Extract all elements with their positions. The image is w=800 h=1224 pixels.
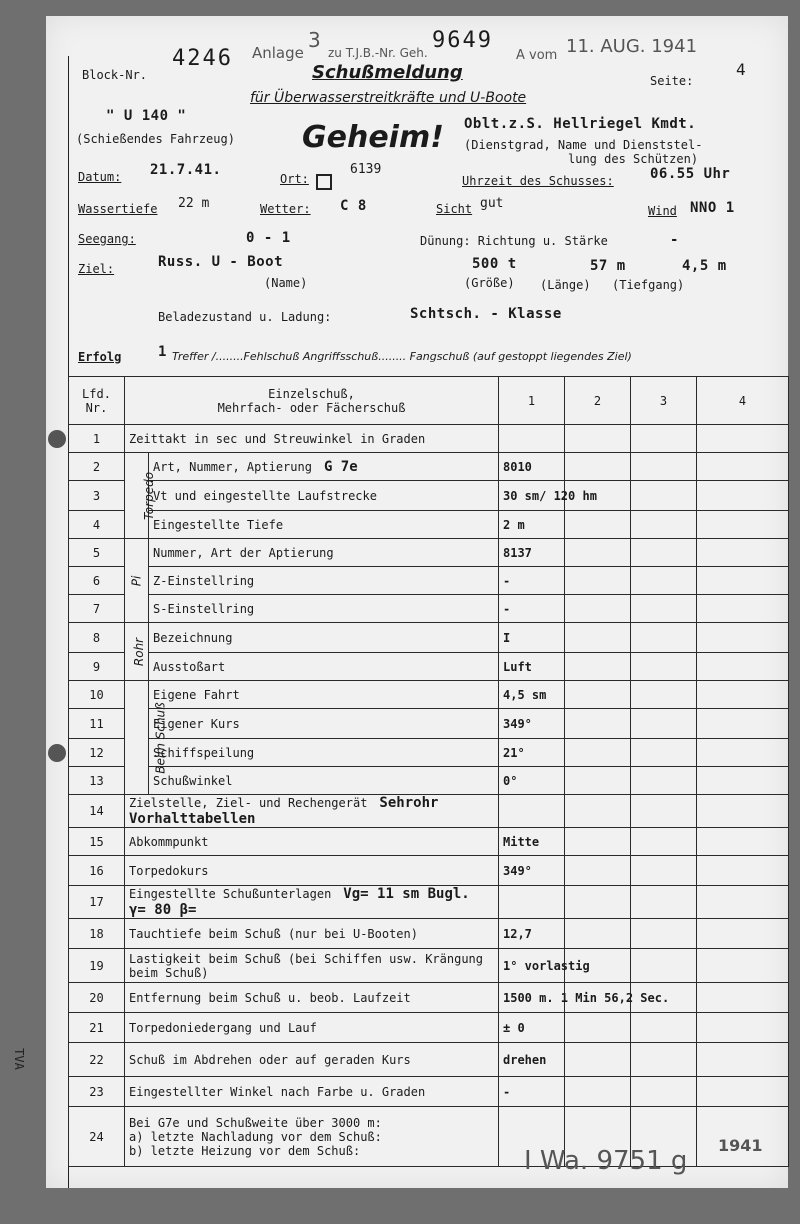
shot-1-value: Mitte bbox=[499, 828, 565, 856]
shot-3-value bbox=[631, 949, 697, 983]
anlage-label: Anlage bbox=[252, 44, 304, 62]
row-desc-text: Torpedokurs bbox=[129, 863, 209, 878]
row-description bbox=[125, 795, 499, 828]
margin-note: TVA bbox=[11, 1048, 26, 1070]
shot-2-value bbox=[565, 453, 631, 481]
shot-4-value bbox=[697, 453, 789, 481]
ziel-name: Russ. U - Boot bbox=[158, 254, 284, 270]
header-desc bbox=[125, 377, 499, 425]
ort-grid-box-icon bbox=[316, 174, 332, 190]
row-number: 13 bbox=[69, 767, 125, 795]
row-number: 6 bbox=[69, 567, 125, 595]
shot-1-value bbox=[499, 425, 565, 453]
shot-4-value bbox=[697, 919, 789, 949]
shot-2-value bbox=[565, 623, 631, 653]
time-value: 06.55 Uhr bbox=[650, 166, 731, 182]
table-row bbox=[69, 1013, 789, 1043]
table-row bbox=[69, 511, 789, 539]
shot-1-value: 349° bbox=[499, 856, 565, 886]
row-description bbox=[149, 567, 499, 595]
shot-3-value bbox=[631, 919, 697, 949]
row-number: 22 bbox=[69, 1043, 125, 1077]
row-desc-text: Torpedoniedergang und Lauf bbox=[129, 1020, 317, 1035]
row-number: 8 bbox=[69, 623, 125, 653]
shot-4-value bbox=[697, 767, 789, 795]
row-number: 5 bbox=[69, 539, 125, 567]
tiefgang-label: (Tiefgang) bbox=[612, 278, 685, 292]
table-row bbox=[69, 949, 789, 983]
shot-1-value: Luft bbox=[499, 653, 565, 681]
form-title: Schußmeldung bbox=[312, 62, 463, 83]
row-number: 11 bbox=[69, 709, 125, 739]
table-row bbox=[69, 653, 789, 681]
row-desc-text: Nummer, Art der Aptierung bbox=[153, 545, 334, 560]
ref-label: zu T.J.B.-Nr. Geh. bbox=[328, 46, 428, 60]
shot-1-value: 1500 m. 1 Min 56,2 Sec. bbox=[499, 983, 565, 1013]
row-number: 10 bbox=[69, 681, 125, 709]
shot-4-value bbox=[697, 623, 789, 653]
row-desc-text: Schuß im Abdrehen oder auf geraden Kurs bbox=[129, 1052, 411, 1067]
shot-2-value bbox=[565, 653, 631, 681]
row-number: 3 bbox=[69, 481, 125, 511]
row-description bbox=[125, 1013, 499, 1043]
shot-2-value bbox=[565, 795, 631, 828]
row-desc-text: Eingestellte Schußunterlagen bbox=[129, 887, 332, 901]
group-label: Beim Schuß bbox=[153, 701, 168, 774]
shot-1-value: 8137 bbox=[499, 539, 565, 567]
row-description bbox=[149, 511, 499, 539]
shot-2-value bbox=[565, 856, 631, 886]
table-row bbox=[69, 919, 789, 949]
sicht-value: gut bbox=[480, 196, 504, 211]
vessel-label: (Schießendes Fahrzeug) bbox=[76, 132, 235, 146]
shot-3-value bbox=[631, 709, 697, 739]
shot-4-value bbox=[697, 1077, 789, 1107]
sicht-label: Sicht bbox=[436, 202, 473, 216]
header-shot-3: 3 bbox=[631, 377, 697, 425]
row-number: 24 bbox=[69, 1107, 125, 1167]
shot-4-value bbox=[697, 653, 789, 681]
ref-number: 9649 bbox=[432, 28, 493, 53]
document-sheet bbox=[46, 16, 788, 1188]
ziel-laenge: 57 m bbox=[590, 258, 626, 274]
table-row bbox=[69, 767, 789, 795]
shot-2-value bbox=[565, 595, 631, 623]
block-number: 4246 bbox=[172, 46, 233, 71]
table-row bbox=[69, 481, 789, 511]
shot-1-value: ± 0 bbox=[499, 1013, 565, 1043]
name-label: (Name) bbox=[264, 276, 308, 290]
page-number: 4 bbox=[736, 60, 746, 79]
row-desc-line-b: b) letzte Heizung vor dem Schuß: bbox=[129, 1143, 361, 1158]
table-row bbox=[69, 828, 789, 856]
row-desc-text: Z-Einstellring bbox=[153, 573, 255, 588]
table-row bbox=[69, 623, 789, 653]
shot-3-value bbox=[631, 425, 697, 453]
shot-3-value bbox=[631, 1077, 697, 1107]
shot-3-value bbox=[631, 623, 697, 653]
row-description bbox=[125, 856, 499, 886]
row-extra: Sehrohr Vorhalttabellen bbox=[129, 795, 439, 827]
shot-1-value: 2 m bbox=[499, 511, 565, 539]
header-nr: Lfd. Nr. bbox=[69, 377, 125, 425]
wetter-value: C 8 bbox=[340, 198, 367, 214]
row-desc-text: Schiffspeilung bbox=[153, 745, 255, 760]
shot-2-value bbox=[565, 767, 631, 795]
shot-1-value bbox=[499, 795, 565, 828]
row-desc-text: Schußwinkel bbox=[153, 773, 233, 788]
header-shot-2: 2 bbox=[565, 377, 631, 425]
time-label: Uhrzeit des Schusses: bbox=[462, 174, 614, 188]
punch-hole-icon bbox=[48, 744, 66, 762]
table-row bbox=[69, 1077, 789, 1107]
row-number: 15 bbox=[69, 828, 125, 856]
shot-4-value bbox=[697, 681, 789, 709]
groesse-label: (Größe) bbox=[464, 276, 515, 290]
table-row bbox=[69, 425, 789, 453]
shot-4-value bbox=[697, 828, 789, 856]
shot-table bbox=[68, 376, 789, 1167]
shot-2-value bbox=[565, 1077, 631, 1107]
ziel-groesse: 500 t bbox=[472, 256, 517, 272]
shot-2-value bbox=[565, 425, 631, 453]
seegang-value: 0 - 1 bbox=[246, 230, 291, 246]
seegang-label: Seegang: bbox=[78, 232, 136, 246]
shot-4-value bbox=[697, 1043, 789, 1077]
row-description bbox=[149, 539, 499, 567]
shot-1-value: - bbox=[499, 1077, 565, 1107]
row-desc-text: Bezeichnung bbox=[153, 630, 233, 645]
shot-3-value bbox=[631, 767, 697, 795]
wassertiefe-label: Wassertiefe bbox=[78, 202, 158, 216]
group-label: Rohr bbox=[132, 637, 147, 666]
page-label: Seite: bbox=[650, 74, 694, 88]
secret-mark: Geheim! bbox=[302, 120, 444, 155]
wind-label: Wind bbox=[648, 204, 677, 218]
table-row bbox=[69, 681, 789, 709]
row-description bbox=[125, 1043, 499, 1077]
shot-4-value bbox=[697, 1013, 789, 1043]
shot-2-value bbox=[565, 539, 631, 567]
shot-4-value bbox=[697, 949, 789, 983]
row-desc-text: Bei G7e und Schußweite über 3000 m: bbox=[129, 1115, 382, 1130]
archive-year: 1941 bbox=[718, 1136, 763, 1155]
shot-4-value bbox=[697, 886, 789, 919]
shot-1-value: 1° vorlastig bbox=[499, 949, 565, 983]
header-desc-1: Einzelschuß, bbox=[268, 386, 355, 401]
table-row bbox=[69, 983, 789, 1013]
shot-3-value bbox=[631, 828, 697, 856]
date-prefix: A vom bbox=[516, 48, 558, 63]
row-desc-text: Lastigkeit beim Schuß (bei Schiffen usw. Krängung beim Schuß) bbox=[129, 951, 484, 980]
row-desc-text: Eingestellter Winkel nach Farbe u. Graden bbox=[129, 1084, 426, 1099]
row-number: 9 bbox=[69, 653, 125, 681]
group-rohr bbox=[125, 623, 149, 681]
group-torpedo bbox=[125, 453, 157, 539]
row-description bbox=[149, 595, 499, 623]
row-description bbox=[125, 919, 499, 949]
shot-2-value bbox=[565, 1013, 631, 1043]
row-description bbox=[149, 767, 499, 795]
ort-label: Ort: bbox=[280, 172, 309, 186]
shot-4-value bbox=[697, 983, 789, 1013]
shot-2-value bbox=[565, 828, 631, 856]
shot-1-value: - bbox=[499, 567, 565, 595]
beladezustand-label: Beladezustand u. Ladung: bbox=[158, 310, 332, 324]
row-description bbox=[125, 828, 499, 856]
row-description bbox=[149, 681, 499, 709]
shot-2-value bbox=[565, 739, 631, 767]
datum-label: Datum: bbox=[78, 170, 122, 184]
header-shot-1: 1 bbox=[499, 377, 565, 425]
shot-4-value bbox=[697, 539, 789, 567]
form-subtitle: für Überwasserstreitkräfte und U-Boote bbox=[250, 90, 527, 106]
shot-1-value: 8010 bbox=[499, 453, 565, 481]
erfolg-options: Treffer /........Fehlschuß Angriffsschuß........ Fangschuß (auf gestoppt liegendes Ziel) bbox=[172, 350, 632, 363]
shot-3-value bbox=[631, 595, 697, 623]
shot-3-value bbox=[631, 453, 697, 481]
shooter-label-1: (Dienstgrad, Name und Dienststel- bbox=[464, 138, 703, 152]
wind-value: NNO 1 bbox=[690, 200, 735, 216]
shot-1-value: - bbox=[499, 595, 565, 623]
row-number: 12 bbox=[69, 739, 125, 767]
table-row bbox=[69, 886, 789, 919]
ort-value: 6139 bbox=[350, 162, 382, 177]
vessel-name: " U 140 " bbox=[106, 108, 187, 124]
shot-4-value bbox=[697, 856, 789, 886]
row-desc-text: Abkommpunkt bbox=[129, 834, 209, 849]
table-row bbox=[69, 453, 789, 481]
group-label: Torpedo bbox=[142, 471, 157, 520]
row-description bbox=[149, 481, 499, 511]
table-row bbox=[69, 795, 789, 828]
ziel-label: Ziel: bbox=[78, 262, 115, 276]
punch-hole-icon bbox=[48, 430, 66, 448]
shot-1-value bbox=[499, 886, 565, 919]
shot-2-value bbox=[565, 511, 631, 539]
row-extra: Vg= 11 sm Bugl. γ= 80 β= bbox=[129, 886, 470, 918]
row-number: 18 bbox=[69, 919, 125, 949]
row-desc-line-a: a) letzte Nachladung vor dem Schuß: bbox=[129, 1129, 382, 1144]
shot-4-value bbox=[697, 567, 789, 595]
shot-4-value bbox=[697, 425, 789, 453]
row-description bbox=[125, 949, 499, 983]
wetter-label: Wetter: bbox=[260, 202, 311, 216]
shot-table-body bbox=[69, 377, 789, 1167]
row-number: 17 bbox=[69, 886, 125, 919]
shot-2-value bbox=[565, 1043, 631, 1077]
shot-3-value bbox=[631, 856, 697, 886]
table-header-row bbox=[69, 377, 789, 425]
shot-3-value bbox=[631, 1043, 697, 1077]
shot-4-value bbox=[697, 481, 789, 511]
shot-3-value bbox=[631, 481, 697, 511]
row-desc-text: Zielstelle, Ziel- und Rechengerät bbox=[129, 796, 368, 810]
row-description bbox=[149, 709, 499, 739]
group-beim-schuss bbox=[125, 681, 168, 795]
shot-2-value bbox=[565, 709, 631, 739]
row-number: 14 bbox=[69, 795, 125, 828]
archive-stamp: I Wa. 9751 g bbox=[524, 1146, 688, 1176]
shot-1-value: 12,7 bbox=[499, 919, 565, 949]
row-desc-text: Vt und eingestellte Laufstrecke bbox=[153, 488, 377, 503]
shot-3-value bbox=[631, 539, 697, 567]
row-desc-text: Eingestellte Tiefe bbox=[153, 517, 284, 532]
row-desc-text: Eigener Kurs bbox=[153, 716, 240, 731]
row-description bbox=[125, 1077, 499, 1107]
beladezustand-value: Schtsch. - Klasse bbox=[410, 306, 562, 322]
shot-3-value bbox=[631, 681, 697, 709]
laenge-label: (Länge) bbox=[540, 278, 591, 292]
row-number: 19 bbox=[69, 949, 125, 983]
group-pi bbox=[125, 539, 149, 623]
shot-4-value bbox=[697, 709, 789, 739]
row-number: 1 bbox=[69, 425, 125, 453]
row-number: 2 bbox=[69, 453, 125, 481]
erfolg-count: 1 bbox=[158, 344, 167, 360]
shot-1-value: drehen bbox=[499, 1043, 565, 1077]
shot-4-value bbox=[697, 795, 789, 828]
header-shot-4: 4 bbox=[697, 377, 789, 425]
shot-1-value: 349° bbox=[499, 709, 565, 739]
row-number: 21 bbox=[69, 1013, 125, 1043]
date-stamp: 11. AUG. 1941 bbox=[566, 36, 698, 57]
row-description bbox=[149, 739, 499, 767]
datum-value: 21.7.41. bbox=[150, 162, 222, 178]
row-description bbox=[149, 623, 499, 653]
shot-4-value bbox=[697, 739, 789, 767]
table-row bbox=[69, 567, 789, 595]
shot-1-value: 30 sm/ 120 hm bbox=[499, 481, 565, 511]
row-number: 20 bbox=[69, 983, 125, 1013]
row-desc-text: Zeittakt in sec und Streuwinkel in Graden bbox=[129, 431, 426, 446]
row-number: 4 bbox=[69, 511, 125, 539]
table-row bbox=[69, 709, 789, 739]
shot-2-value bbox=[565, 681, 631, 709]
shot-3-value bbox=[631, 653, 697, 681]
shot-2-value bbox=[565, 886, 631, 919]
shot-1-value: 4,5 sm bbox=[499, 681, 565, 709]
shot-1-value: I bbox=[499, 623, 565, 653]
row-description bbox=[149, 453, 499, 481]
shot-1-value: 0° bbox=[499, 767, 565, 795]
shot-2-value bbox=[565, 919, 631, 949]
table-row bbox=[69, 595, 789, 623]
row-desc-text: Tauchtiefe beim Schuß (nur bei U-Booten) bbox=[129, 926, 418, 941]
row-desc-text: Ausstoßart bbox=[153, 659, 226, 674]
duenung-label: Dünung: Richtung u. Stärke bbox=[420, 234, 608, 248]
row-desc-text: S-Einstellring bbox=[153, 601, 255, 616]
shot-4-value bbox=[697, 595, 789, 623]
row-number: 16 bbox=[69, 856, 125, 886]
shot-3-value bbox=[631, 739, 697, 767]
block-label: Block-Nr. bbox=[82, 68, 148, 82]
shooter-name: Oblt.z.S. Hellriegel Kmdt. bbox=[464, 116, 697, 132]
table-row bbox=[69, 856, 789, 886]
table-row bbox=[69, 739, 789, 767]
duenung-value: - bbox=[670, 232, 679, 248]
row-number: 7 bbox=[69, 595, 125, 623]
row-desc-text: Eigene Fahrt bbox=[153, 687, 240, 702]
row-description bbox=[125, 983, 499, 1013]
wassertiefe-value: 22 m bbox=[178, 196, 210, 211]
table-row bbox=[69, 1043, 789, 1077]
shot-4-value bbox=[697, 511, 789, 539]
shot-3-value bbox=[631, 1013, 697, 1043]
header-desc-2: Mehrfach- oder Fächerschuß bbox=[217, 400, 406, 415]
anlage-number: 3 bbox=[308, 28, 321, 52]
shot-2-value bbox=[565, 567, 631, 595]
row-extra: G 7e bbox=[323, 458, 358, 475]
group-label: Pi bbox=[129, 575, 144, 586]
ziel-tiefgang: 4,5 m bbox=[682, 258, 727, 274]
shot-3-value bbox=[631, 567, 697, 595]
row-description bbox=[149, 653, 499, 681]
shot-3-value bbox=[631, 511, 697, 539]
row-desc-text: Entfernung beim Schuß u. beob. Laufzeit bbox=[129, 990, 411, 1005]
row-description bbox=[125, 425, 499, 453]
shot-1-value: 21° bbox=[499, 739, 565, 767]
row-description bbox=[125, 886, 499, 919]
shooter-label-2: lung des Schützen) bbox=[568, 152, 699, 166]
table-row bbox=[69, 539, 789, 567]
row-description bbox=[125, 1107, 499, 1167]
shot-3-value bbox=[631, 795, 697, 828]
shot-3-value bbox=[631, 886, 697, 919]
row-desc-text: Art, Nummer, Aptierung bbox=[153, 459, 312, 474]
erfolg-label: Erfolg bbox=[78, 350, 122, 364]
row-number: 23 bbox=[69, 1077, 125, 1107]
